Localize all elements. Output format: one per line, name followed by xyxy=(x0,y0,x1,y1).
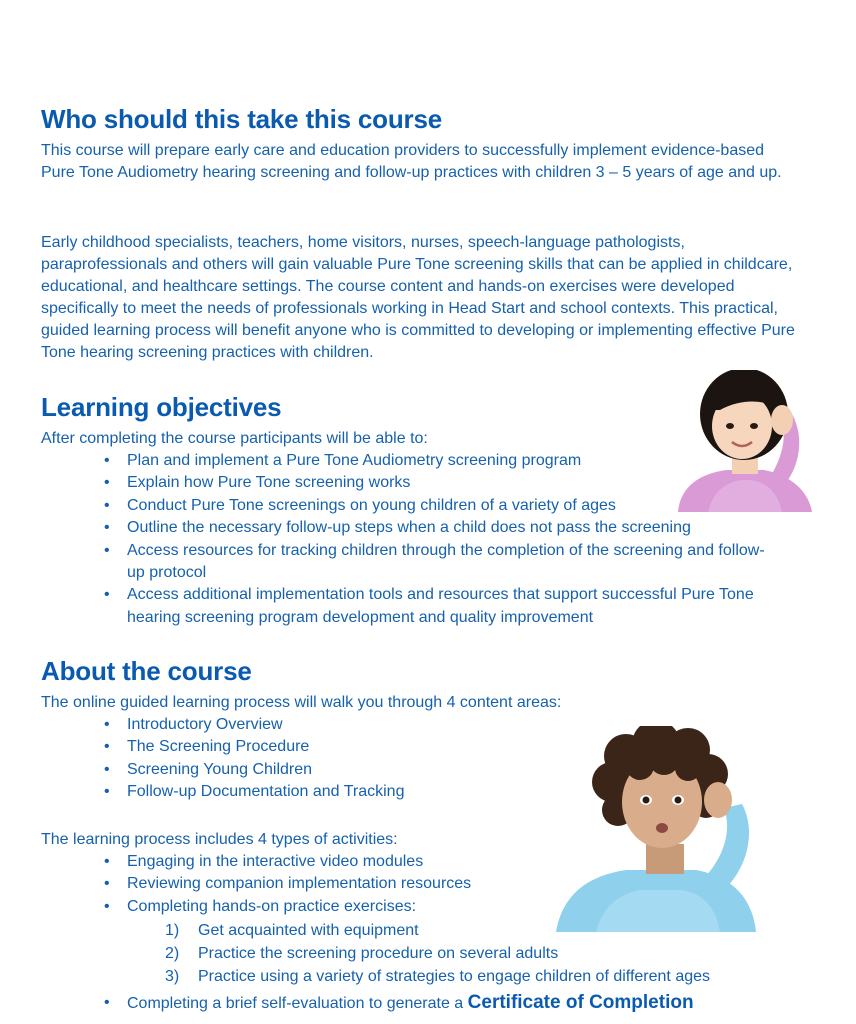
objective-item: • Conduct Pure Tone screenings on young children of a variety of ages xyxy=(0,495,780,517)
who-heading: Who should this take this course xyxy=(41,104,442,134)
objective-item: • Access additional implementation tools and resources that support successful Pure Tone hearing screening program development and quality improvement xyxy=(0,584,780,629)
final-activity-list xyxy=(0,992,800,1015)
activity-item: • Reviewing companion implementation resources xyxy=(0,873,560,895)
content-areas-list xyxy=(0,714,560,804)
objective-item: • Explain how Pure Tone screening works xyxy=(0,472,780,494)
exercise-text: Practice the screening procedure on several adults xyxy=(198,945,559,962)
objectives-list xyxy=(0,450,780,629)
objectives-intro: After completing the course participants will be able to: xyxy=(41,430,428,447)
final-activity-text: Completing a brief self-evaluation to generate a xyxy=(127,995,464,1012)
who-paragraph-1: This course will prepare early care and education providers to successfully implement evidence-based Pure Tone Audiometry hearing screening and follow-up practices with children 3 – 5 years of age and up. xyxy=(41,142,782,181)
objective-item: • Access resources for tracking children through the completion of the screening and follow-up protocol xyxy=(0,540,780,585)
content-area-item: • Screening Young Children xyxy=(0,759,560,781)
about-heading: About the course xyxy=(41,656,252,686)
exercise-text: Practice using a variety of strategies to engage children of different ages xyxy=(198,968,711,985)
who-paragraph-2: Early childhood specialists, teachers, home visitors, nurses, speech-language pathologists, paraprofessionals and others will gain valuable Pure Tone screening skills that can be applied in childcare, educational, and healthcare settings. The course content and hands-on exercises were developed specifically to meet the needs of professionals working in Head Start and school contexts. This practical, guided learning process will benefit anyone who is committed to developing or implementing effective Pure Tone hearing screening practices with children. xyxy=(41,234,795,361)
objective-item: • Outline the necessary follow-up steps when a child does not pass the screening xyxy=(0,517,780,539)
activity-item: • Completing hands-on practice exercises: xyxy=(0,896,560,918)
about-intro: The online guided learning process will walk you through 4 content areas: xyxy=(41,694,562,711)
exercise-text: Get acquainted with equipment xyxy=(198,922,419,939)
content-area-item: • The Screening Procedure xyxy=(0,736,560,758)
certificate-label: Certificate of Completion xyxy=(467,992,694,1013)
girl-listening-photo xyxy=(668,370,820,512)
exercise-number: 3) xyxy=(165,968,180,985)
activities-list xyxy=(0,851,560,918)
activity-item: • Engaging in the interactive video modules xyxy=(0,851,560,873)
content-area-item: • Follow-up Documentation and Tracking xyxy=(0,781,560,803)
exercise-item xyxy=(0,965,800,988)
exercise-number: 2) xyxy=(165,945,180,962)
activities-intro: The learning process includes 4 types of activities: xyxy=(41,831,398,848)
boy-listening-photo xyxy=(556,726,778,932)
content-area-item: • Introductory Overview xyxy=(0,714,560,736)
exercise-item xyxy=(0,942,800,965)
objective-item: • Plan and implement a Pure Tone Audiometry screening program xyxy=(0,450,780,472)
activity-item-certificate xyxy=(0,992,800,1015)
objectives-heading: Learning objectives xyxy=(41,392,282,422)
exercise-number: 1) xyxy=(165,922,180,939)
